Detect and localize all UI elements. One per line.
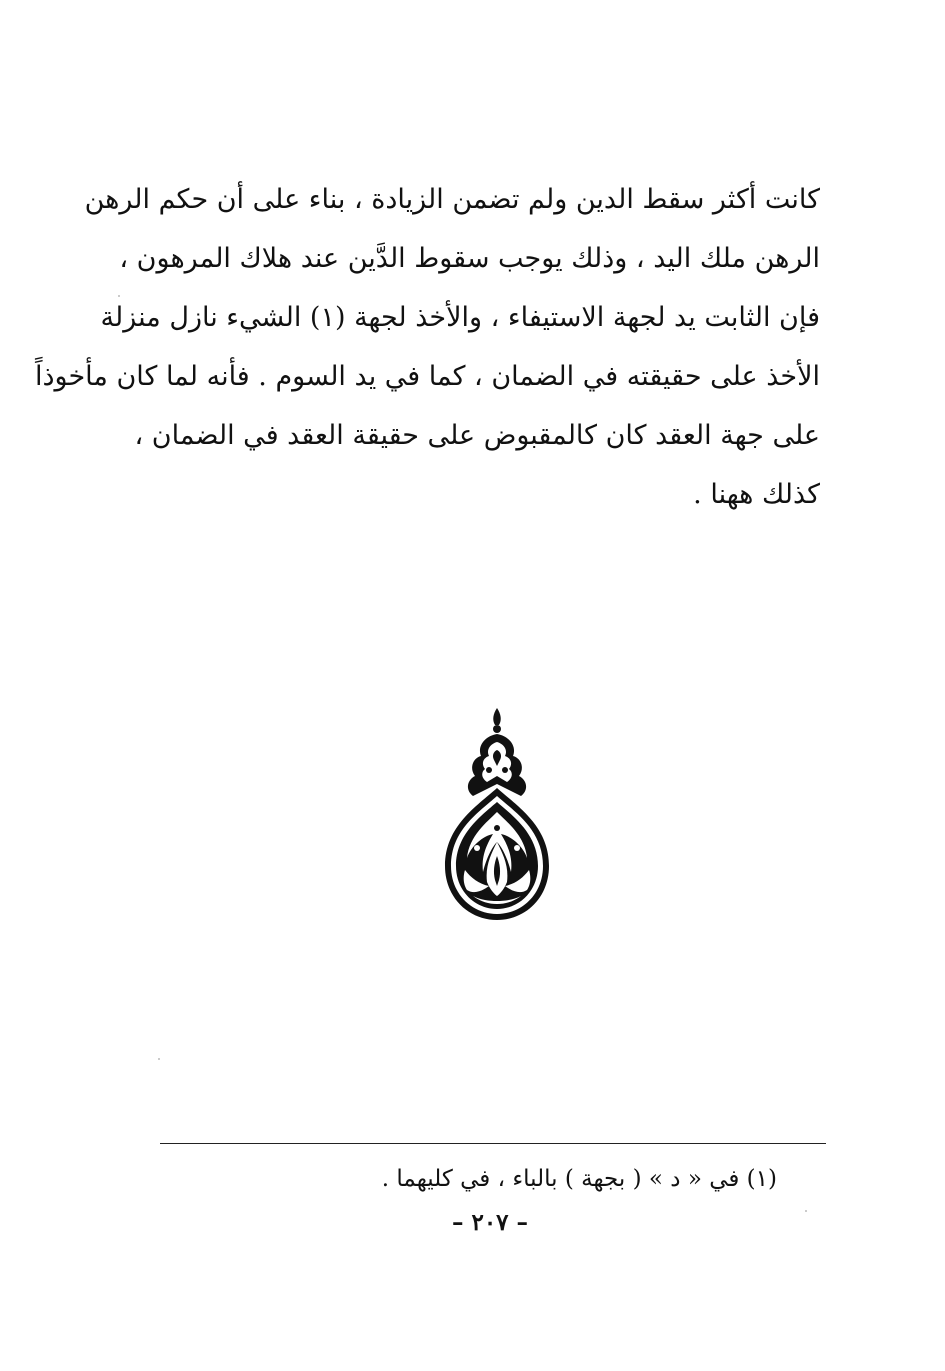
body-text: [35, 170, 820, 524]
scan-speck: [805, 1210, 807, 1212]
page-number: – ٢٠٧ –: [451, 1209, 529, 1236]
footnote: (١) في « د » ( بجهة ) بالباء ، في كليهما .: [381, 1166, 777, 1192]
teardrop-arabesque-ornament-icon: [437, 706, 557, 926]
scan-speck: [118, 295, 120, 297]
body-line-4: الأخذ على حقيقته في الضمان ، كما في يد السوم . فأنه لما كان مأخوذاً: [35, 361, 820, 392]
scan-speck: [158, 1058, 160, 1060]
body-line-3: فإن الثابت يد لجهة الاستيفاء ، والأخذ لجهة (١) الشيء نازل منزلة: [100, 302, 820, 333]
body-line-6: كذلك ههنا .: [693, 479, 820, 510]
body-line-1: كانت أكثر سقط الدين ولم تضمن الزيادة ، بناء على أن حكم الرهن: [84, 184, 820, 215]
body-line-2: الرهن ملك اليد ، وذلك يوجب سقوط الدَّين عند هلاك المرهون ،: [119, 243, 820, 274]
body-line-5: على جهة العقد كان كالمقبوض على حقيقة العقد في الضمان ،: [134, 420, 820, 451]
footnote-divider: [160, 1143, 826, 1144]
